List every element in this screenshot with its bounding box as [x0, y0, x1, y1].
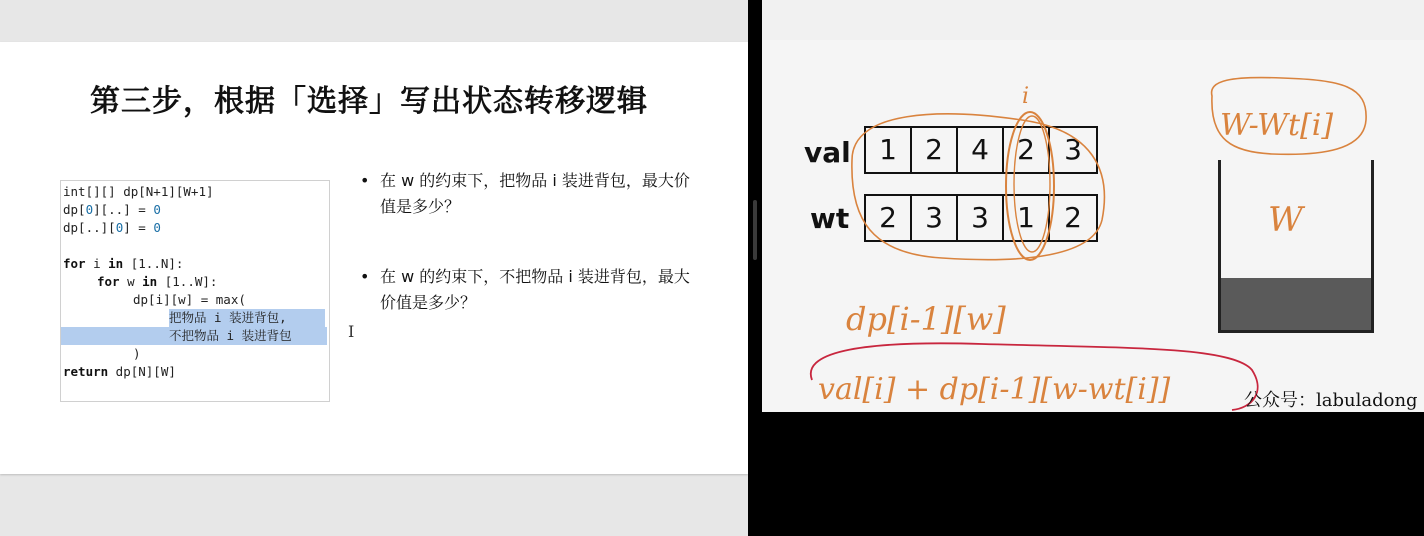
bullet-list — [356, 168, 696, 316]
code-line-1: int[][] dp[N+1][W+1] — [63, 184, 214, 199]
code-line-3: dp[..][0] = 0 — [63, 220, 161, 235]
expr-take: val[i] + dp[i-1][w-wt[i]] — [818, 372, 1171, 407]
code-line-7-highlighted: 把物品 i 装进背包, — [169, 309, 325, 327]
wt-label: wt — [810, 202, 850, 235]
val-cell: 2 — [1004, 128, 1050, 172]
wt-cell: 2 — [1064, 201, 1082, 234]
bag-inside-label: W — [1268, 200, 1303, 240]
slide-title: 第三步，根据「选择」写出状态转移逻辑 — [90, 84, 648, 119]
code-line-2: dp[0][..] = 0 — [63, 202, 161, 217]
code-line-9: ) — [133, 346, 141, 361]
bullet-item-1: • 在 w 的约束下，把物品 i 装进背包，最大价值是多少？ — [356, 168, 696, 220]
code-line-6: dp[i][w] = max( — [133, 292, 246, 307]
code-line-8-highlighted: 不把物品 i 装进背包 — [61, 327, 327, 345]
val-cell: 4 — [958, 128, 1004, 172]
split-divider-handle[interactable] — [753, 200, 757, 260]
expr-not-take: dp[i-1][w] — [846, 300, 1006, 338]
ink-ellipse-column — [1006, 112, 1054, 260]
val-cell: 2 — [912, 128, 958, 172]
slide — [0, 42, 748, 474]
bullet-item-2: • 在 w 的约束下，不把物品 i 装进背包，最大价值是多少？ — [356, 264, 696, 316]
watermark: 公众号：labuladong — [1244, 390, 1418, 411]
val-label: val — [804, 136, 851, 169]
wt-cell: 3 — [958, 196, 1004, 240]
code-line-10: return dp[N][W] — [63, 364, 176, 379]
whiteboard-pane — [762, 0, 1424, 536]
val-cell: 1 — [866, 128, 912, 172]
ink-loop-left — [852, 114, 1105, 260]
wt-cell: 1 — [1004, 196, 1050, 240]
split-divider — [748, 0, 762, 536]
code-line-4: for i in [1..N]: — [63, 256, 184, 271]
code-block — [60, 180, 330, 402]
index-mark: i — [1022, 84, 1030, 109]
val-cell: 3 — [1064, 133, 1082, 166]
code-line-5: for w in [1..W]: — [97, 274, 218, 289]
handwriting-layer — [762, 0, 1424, 536]
wt-cell: 3 — [912, 196, 958, 240]
ink-ellipse-column-inner — [1014, 116, 1050, 252]
wt-cell: 2 — [866, 196, 912, 240]
bag-capacity-expr: W-Wt[i] — [1220, 108, 1334, 143]
text-cursor-icon: I — [348, 322, 355, 341]
